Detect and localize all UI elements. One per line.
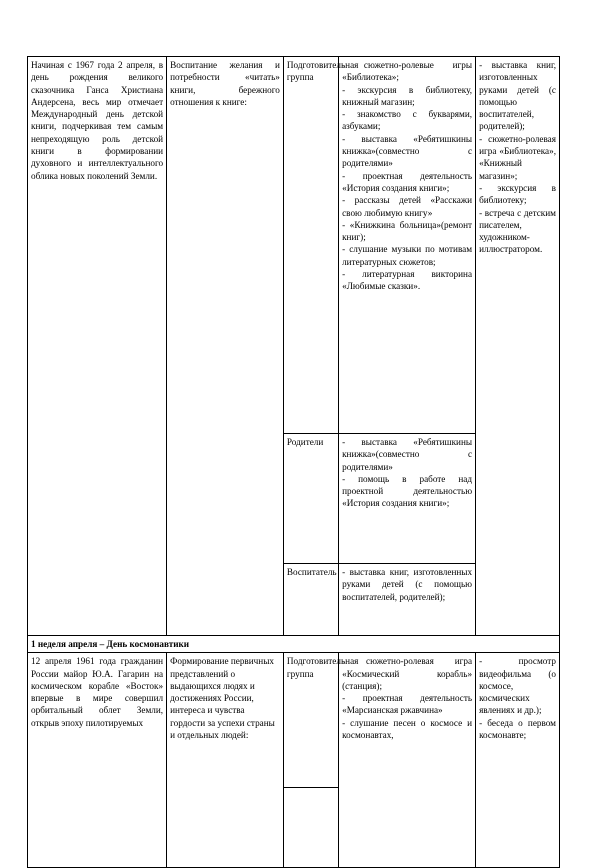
activities-cell [339,434,476,564]
goal-text: 12 апреля 1961 года гражданин России майор Ю.А. Гагарин на космическом корабле «Восток» впервые в мире совершил орбитальный облет Земли, открыв эпоху пилотируемых [31,656,164,728]
participant-cell [283,57,359,434]
participant-cell [283,564,338,636]
task-cell [167,653,284,868]
results-text: - просмотр видеофильма (о космосе, космических явлениях и др.); - беседа о первом космонавте; [479,656,556,741]
goal-text: Начиная с 1967 года 2 апреля, в день рождения великого сказочника Ганса Христиана Андерсена, весь мир отмечает Международный день детской книги, подчеркивая тем самым непреходящую роль детской книги в формировании духовного и интеллектуального облика новых поколений Земли. [31,60,164,181]
plan-table [27,56,560,868]
participant-label: Подготовительная группа [286,60,359,83]
activities-text: - выставка «Ребятишкины книжка»(совместно с родителями» - помощь в работе над проектной деятельностью «История создания книги»; [342,437,473,509]
participant-label: Воспитатель [286,567,337,577]
participant-label: Подготовительная группа [286,656,359,679]
participant-cell-empty [283,788,338,868]
table-row [28,653,560,788]
results-cell [476,653,560,868]
goal-cell [28,57,167,636]
activities-text: - сюжетно-ролевые игры «Библиотека»; - экскурсия в библиотеку, книжный магазин; - знакомство с букварями, азбуками; - выставка «Ребятишкины книжка»(совместно с родителями» - проектная деятельность «История создания книги»; - рассказы детей «Расскажи свою любимую книгу» - «Книжкина больница»(ремонт книг); - слушание музыки по мотивам литературных сюжетов; - литературная викторина «Любимые сказки». [342,60,473,292]
participant-label: Родители [286,437,324,447]
table-row [28,57,560,434]
goal-cell [28,653,167,868]
activities-cell [339,564,476,636]
results-cell [476,57,560,636]
section-header-row [28,636,560,653]
results-text: - выставка книг, изготовленных руками детей (с помощью воспитателей, родителей); - сюжетно-ролевая игра «Библиотека», «Книжный магазин»; - экскурсия в библиотеку; - встреча с детским писателем, художником-иллюстратором. [479,60,556,255]
participant-cell [283,434,338,564]
task-text: Формирование первичных представлений о выдающихся людях и достижениях России, интереса и чувства гордости за успехи страны и отдельных людей: [170,656,275,741]
activities-cell [339,653,476,868]
task-cell [167,57,284,636]
task-text: Воспитание желания и потребности «читать» книги, бережного отношения к книге: [170,60,280,107]
participant-cell [283,653,359,788]
activities-cell [339,57,476,434]
activities-text: - сюжетно-ролевая игра «Космический корабль» (станция); - проектная деятельность «Марсианская ржавчина» - слушание песен о космосе и космонавтах, [342,656,473,741]
activities-text: - выставка книг, изготовленных руками детей (с помощью воспитателей, родителей); [342,567,473,602]
section-header: 1 неделя апреля – День космонавтики [28,636,560,653]
